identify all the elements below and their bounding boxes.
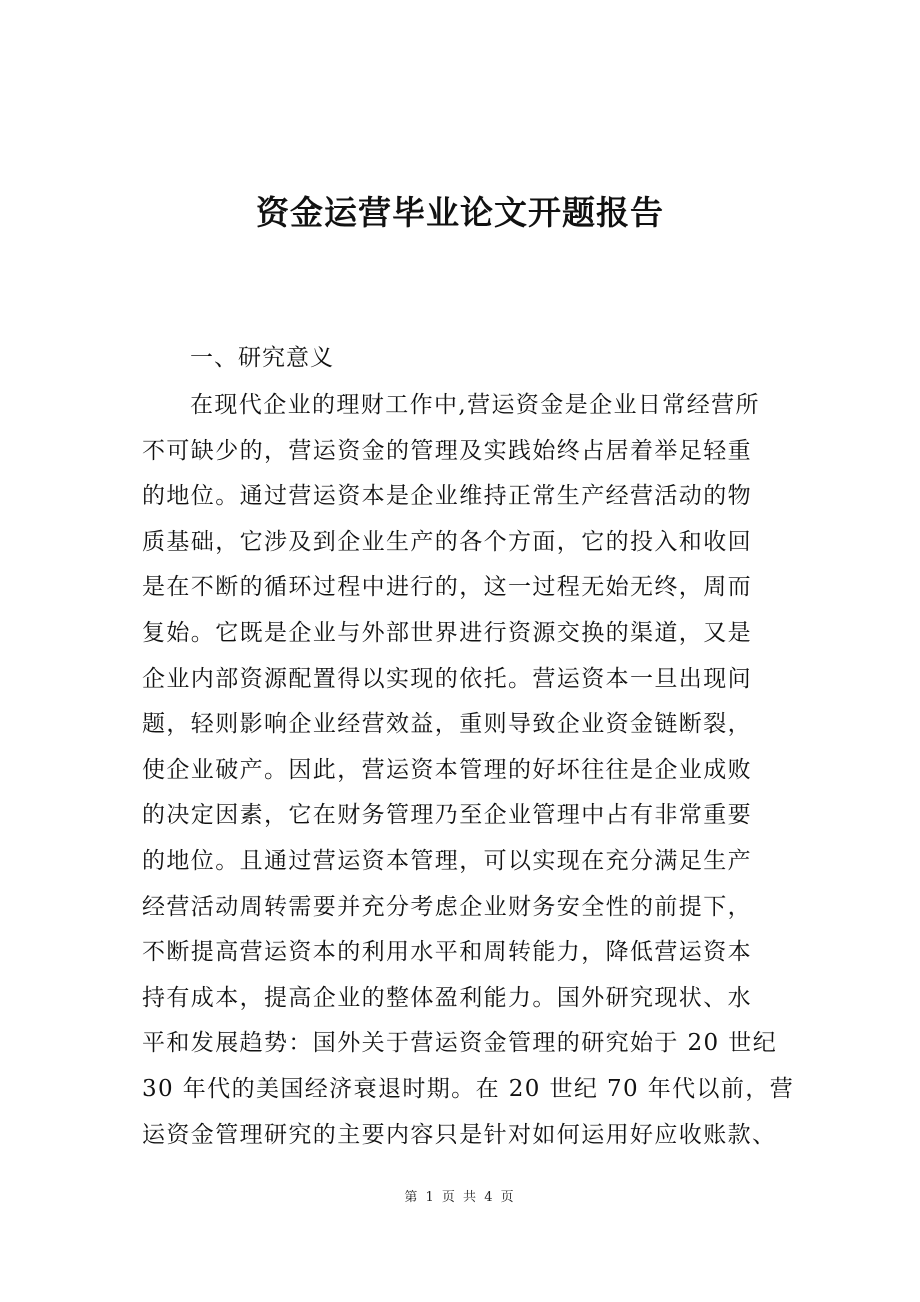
body-line: 不可缺少的，营运资金的管理及实践始终占居着举足轻重	[142, 437, 752, 464]
body-line: 的决定因素，它在财务管理乃至企业管理中占有非常重要	[142, 802, 752, 829]
document-title: 资金运营毕业论文开题报告	[256, 193, 664, 232]
body-line: 题，轻则影响企业经营效益，重则导致企业资金链断裂，	[142, 711, 752, 738]
body-line: 的地位。通过营运资本是企业维持正常生产经营活动的物	[142, 483, 752, 510]
section-heading: 一、研究意义	[190, 345, 334, 371]
page-number-footer: 第 1 页 共 4 页	[404, 1190, 516, 1205]
body-line: 平和发展趋势：国外关于营运资金管理的研究始于 20 世纪	[142, 1030, 778, 1057]
body-line: 持有成本，提高企业的整体盈利能力。国外研究现状、水	[142, 984, 752, 1011]
body-line: 不断提高营运资本的利用水平和周转能力，降低营运资本	[142, 939, 752, 966]
body-line: 复始。它既是企业与外部世界进行资源交换的渠道，又是	[142, 619, 752, 646]
body-line: 使企业破产。因此，营运资本管理的好坏往往是企业成败	[142, 756, 752, 783]
body-line: 质基础，它涉及到企业生产的各个方面，它的投入和收回	[142, 528, 752, 555]
body-line: 企业内部资源配置得以实现的依托。营运资本一旦出现问	[142, 665, 752, 692]
body-line: 30 年代的美国经济衰退时期。在 20 世纪 70 年代以前，营	[142, 1075, 795, 1102]
body-line: 经营活动周转需要并充分考虑企业财务安全性的前提下，	[142, 893, 752, 920]
body-line: 运资金管理研究的主要内容只是针对如何运用好应收账款、	[142, 1121, 777, 1148]
body-line: 在现代企业的理财工作中,营运资金是企业日常经营所	[190, 392, 760, 418]
body-line: 的地位。且通过营运资本管理，可以实现在充分满足生产	[142, 847, 752, 874]
body-paragraph	[142, 383, 795, 1158]
body-line: 是在不断的循环过程中进行的，这一过程无始无终，周而	[142, 574, 752, 601]
